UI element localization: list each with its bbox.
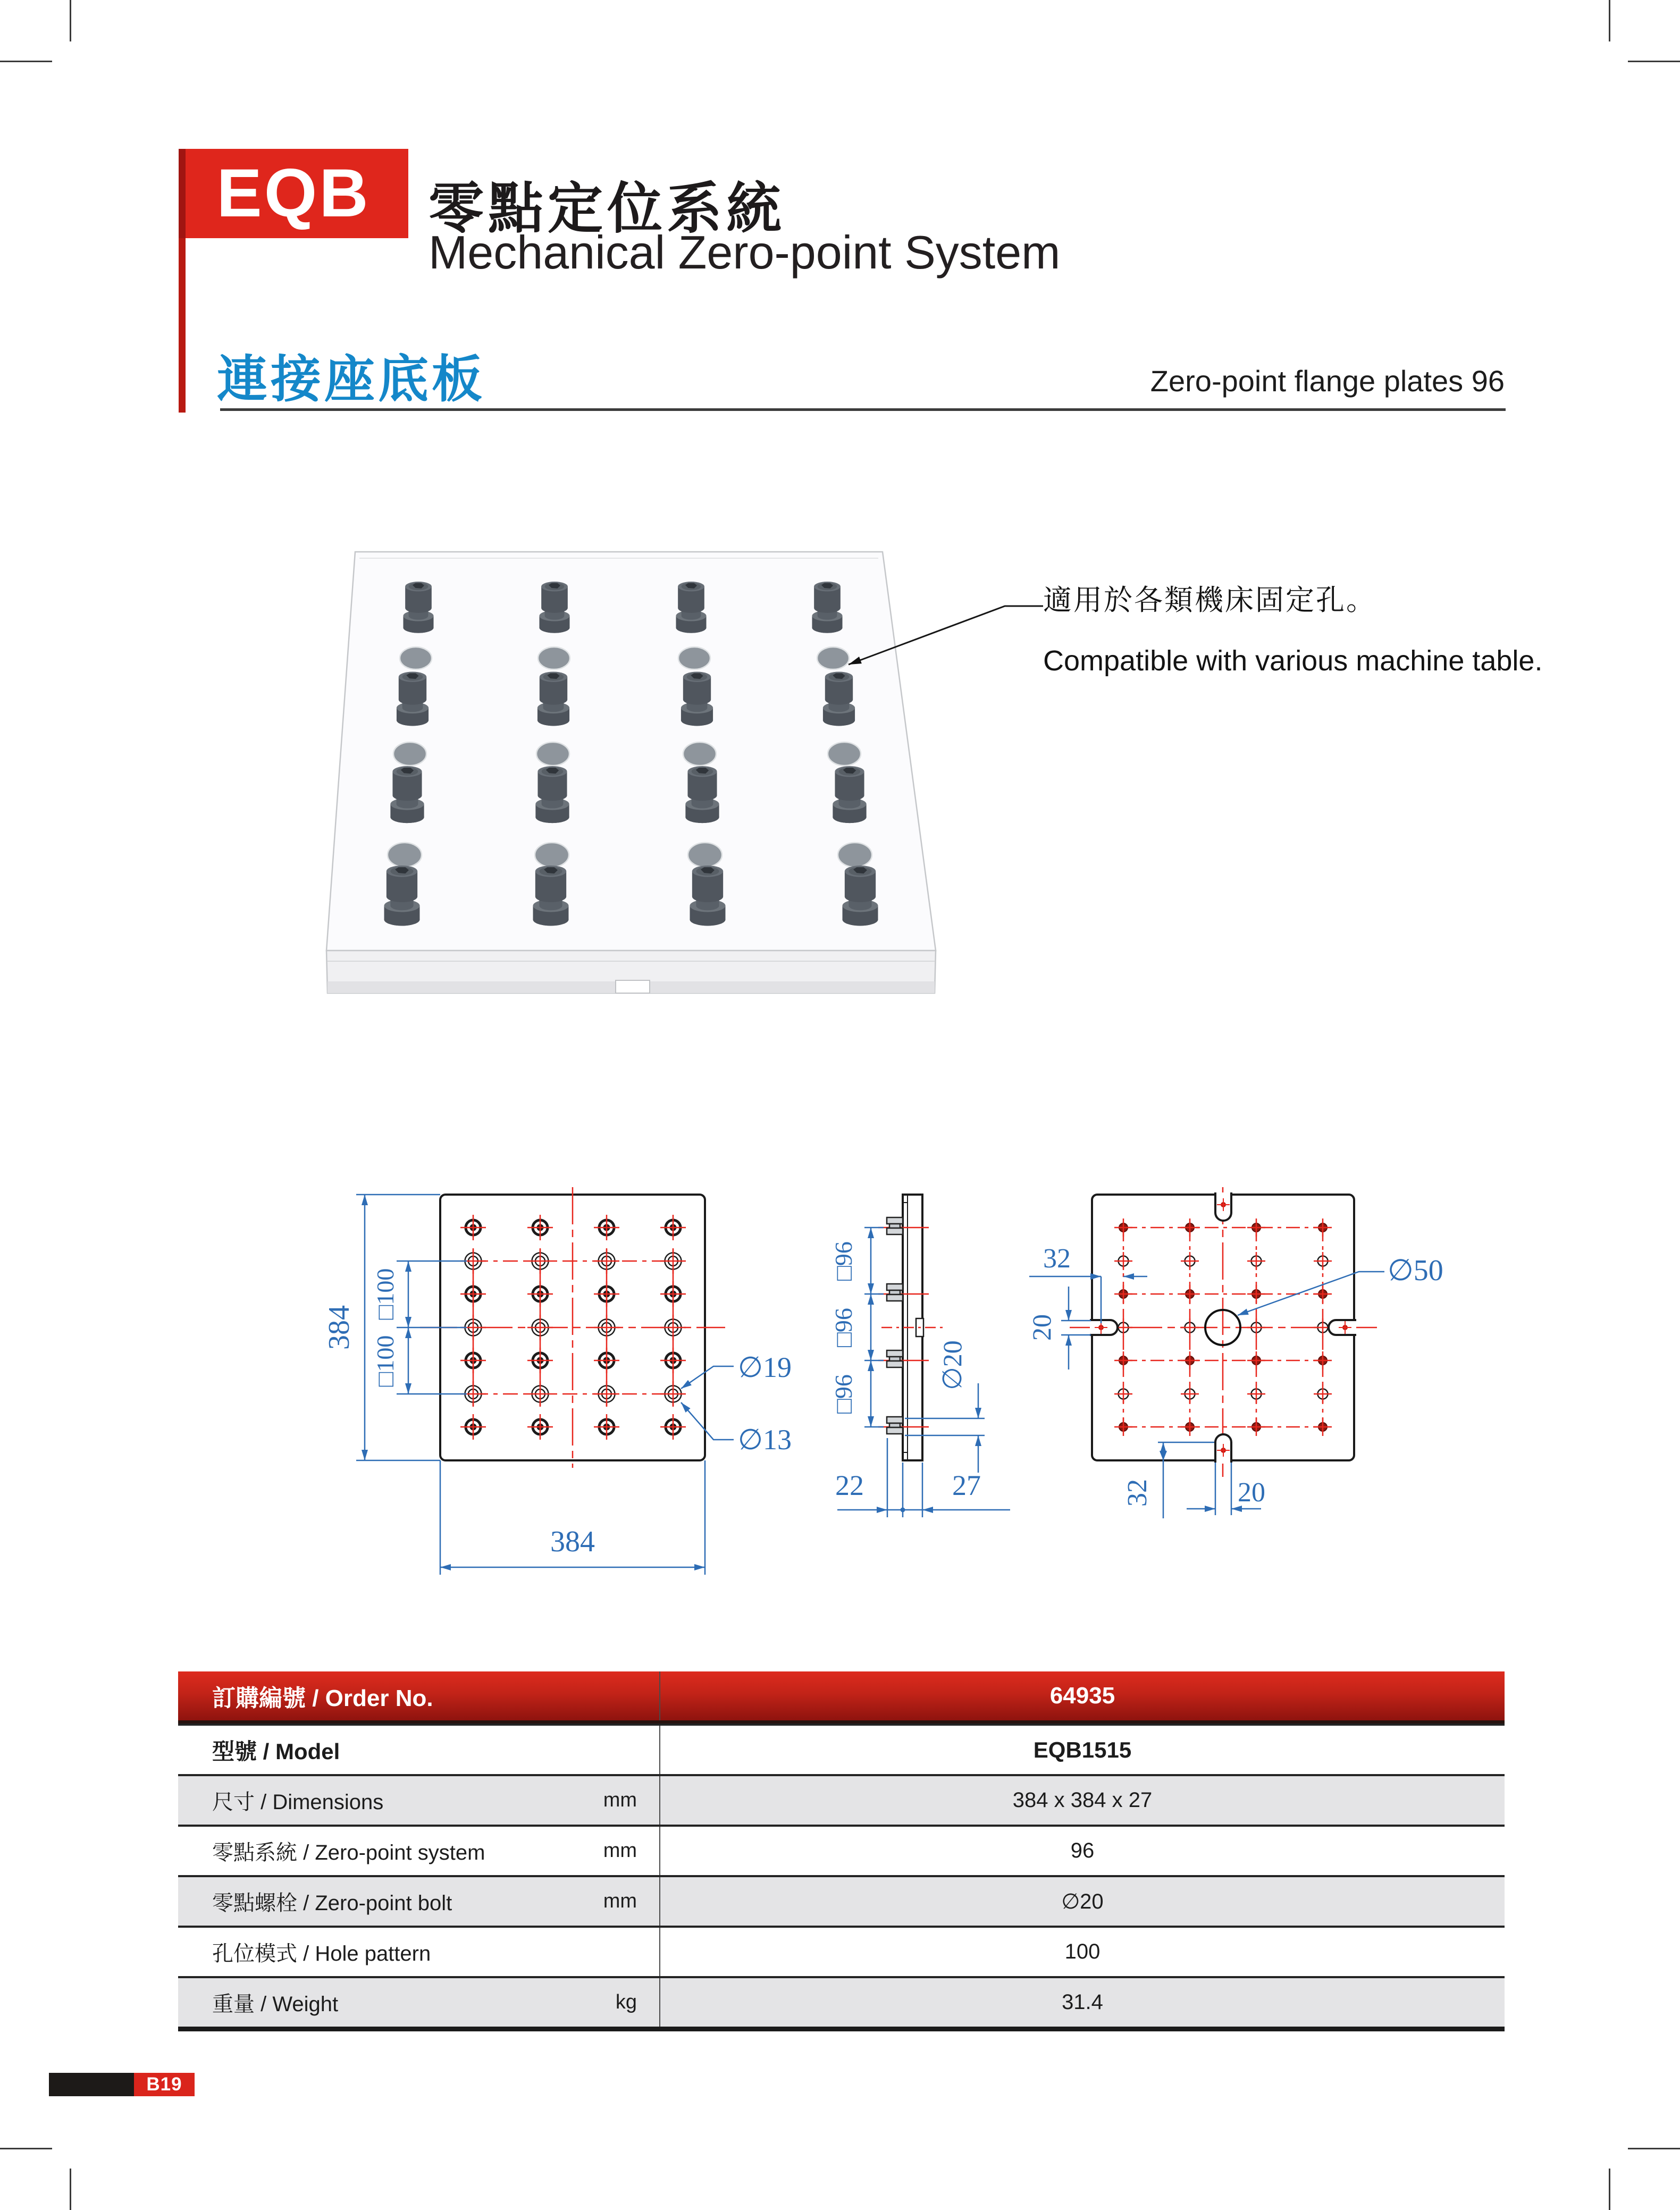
- row-value: 96: [659, 1827, 1505, 1875]
- dim-hole-inner: ∅13: [738, 1424, 792, 1456]
- page-tab-bar: [49, 2073, 134, 2096]
- section-heading-zh: 連接座底板: [217, 351, 486, 408]
- dim-bolt-diameter: ∅20: [937, 1340, 967, 1390]
- crop-mark: [1609, 0, 1610, 41]
- page-number-badge: [134, 2073, 195, 2096]
- dim-thickness: 27: [952, 1469, 981, 1501]
- row-unit: mm: [603, 1890, 637, 1912]
- row-value: ∅20: [659, 1877, 1505, 1926]
- row-unit: mm: [603, 1789, 637, 1811]
- dim-hole-outer: ∅19: [738, 1351, 792, 1383]
- crop-mark: [0, 2148, 52, 2149]
- dim-front-pattern-2: □100: [372, 1335, 399, 1387]
- badge-edge-strip: [179, 149, 186, 238]
- technical-drawings: [298, 1159, 1542, 1627]
- plate-notch: [616, 980, 650, 993]
- crop-mark: [0, 61, 52, 62]
- row-label: 孔位模式 / Hole pattern: [212, 1942, 431, 1965]
- table-row-model: [178, 1724, 1505, 1774]
- table-row-order-no: [178, 1671, 1505, 1724]
- dim-slot-width-bottom: 20: [1238, 1477, 1265, 1508]
- row-label: 型號 / Model: [212, 1738, 340, 1764]
- row-label: 重量 / Weight: [212, 1993, 339, 2016]
- dim-side-pitch-3: □96: [830, 1374, 857, 1414]
- section-heading-en: Zero-point flange plates 96: [1150, 364, 1505, 398]
- row-value: 64935: [659, 1671, 1505, 1720]
- table-row-dimensions: [178, 1774, 1505, 1825]
- front-view: [323, 1187, 792, 1575]
- row-value: EQB1515: [659, 1726, 1505, 1774]
- table-row-hole-pattern: [178, 1926, 1505, 1976]
- dim-slot-depth: 32: [1122, 1479, 1153, 1507]
- crop-mark: [70, 0, 71, 41]
- row-label: 零點系統 / Zero-point system: [212, 1841, 485, 1864]
- series-badge: [179, 149, 408, 238]
- row-value: 100: [659, 1928, 1505, 1976]
- dim-side-pitch-1: □96: [830, 1241, 857, 1281]
- table-row-weight: [178, 1976, 1505, 2031]
- row-label: 訂購編號 / Order No.: [212, 1685, 433, 1711]
- page-tab: [49, 2073, 195, 2096]
- dim-front-pattern-1: □100: [372, 1268, 399, 1320]
- page-number: B19: [146, 2074, 182, 2095]
- dim-protrusion: 22: [835, 1469, 864, 1501]
- dim-slot-width-left: 20: [1027, 1314, 1056, 1341]
- side-view: [830, 1195, 1010, 1517]
- badge-pole: [179, 238, 186, 413]
- spec-table: [178, 1671, 1505, 2031]
- page-title-zh: 零點定位系統: [429, 178, 786, 240]
- row-label: 尺寸 / Dimensions: [212, 1791, 384, 1814]
- dim-center-hole: ∅50: [1388, 1254, 1443, 1287]
- crop-mark: [1609, 2169, 1610, 2210]
- table-row-zero-point-bolt: [178, 1875, 1505, 1926]
- table-row-zero-point-system: [178, 1825, 1505, 1875]
- heading-rule: [220, 408, 1506, 411]
- crop-mark: [70, 2169, 71, 2210]
- row-value: 384 x 384 x 27: [659, 1776, 1505, 1825]
- row-value: 31.4: [659, 1978, 1505, 2027]
- row-label: 零點螺栓 / Zero-point bolt: [212, 1892, 452, 1915]
- figure-note-zh: 適用於各類機床固定孔。: [1043, 584, 1376, 616]
- back-view: [1027, 1187, 1443, 1518]
- crop-mark: [1628, 61, 1680, 62]
- crop-mark: [1628, 2148, 1680, 2149]
- dim-edge-offset: 32: [1043, 1243, 1071, 1274]
- dim-front-width: 384: [550, 1525, 595, 1558]
- dim-front-height: 384: [323, 1305, 356, 1350]
- page-title-en: Mechanical Zero-point System: [429, 226, 1061, 279]
- row-unit: kg: [615, 1991, 637, 2013]
- figure-note-en: Compatible with various machine table.: [1043, 645, 1543, 677]
- series-code: EQB: [216, 155, 371, 231]
- dim-side-pitch-2: □96: [830, 1308, 857, 1347]
- row-unit: mm: [603, 1839, 637, 1862]
